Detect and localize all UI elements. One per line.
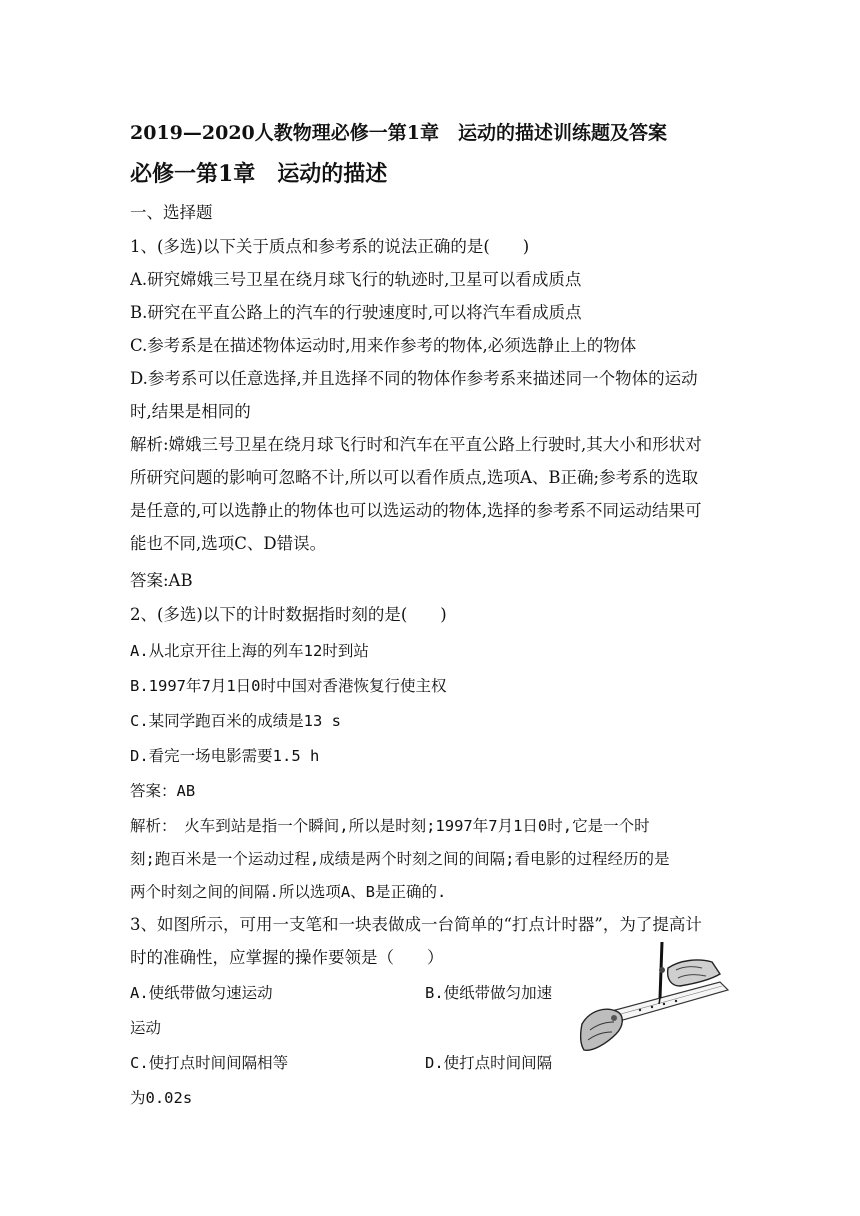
q2-explanation-line3: 两个时刻之间的间隔.所以选项A、B是正确的.: [130, 883, 447, 901]
q3-option-b-part1: B.使纸带做匀加速: [425, 984, 553, 1002]
q2-answer: 答案：AB: [130, 782, 196, 800]
q3-option-d-part2: 为0.02s: [130, 1089, 193, 1107]
q1-answer: 答案:AB: [130, 571, 193, 590]
q1-explanation-line1: 解析:嫦娥三号卫星在绕月球飞行时和汽车在平直公路上行驶时,其大小和形状对: [130, 435, 702, 454]
q1-option-d-line1: D.参考系可以任意选择,并且选择不同的物体作参考系来描述同一个物体的运动: [130, 369, 698, 388]
q3-stem-line2: 时的准确性，应掌握的操作要领是（ ）: [130, 948, 444, 967]
q3-option-a: A.使纸带做匀速运动: [130, 984, 273, 1002]
q2-option-d: D.看完一场电影需要1.5 h: [130, 747, 320, 765]
pen-timer-figure: [580, 940, 730, 1062]
chapter-heading: 必修一第1章 运动的描述: [130, 161, 388, 187]
document-title: 2019—2020人教物理必修一第1章 运动的描述训练题及答案: [130, 122, 667, 144]
q2-explanation-line1: 解析： 火车到站是指一个瞬间,所以是时刻;1997年7月1日0时,它是一个时: [130, 817, 650, 835]
q1-option-c: C.参考系是在描述物体运动时,用来作参考的物体,必须选静止上的物体: [130, 336, 637, 355]
q2-option-b: B.1997年7月1日0时中国对香港恢复行使主权: [130, 677, 447, 695]
q3-option-c: C.使打点时间间隔相等: [130, 1054, 289, 1072]
q2-option-c: C.某同学跑百米的成绩是13 s: [130, 712, 341, 730]
q2-option-a: A.从北京开往上海的列车12时到站: [130, 642, 369, 660]
section-label: 一、选择题: [130, 203, 213, 222]
q1-stem: 1、(多选)以下关于质点和参考系的说法正确的是( ): [130, 237, 530, 256]
q1-option-a: A.研究嫦娥三号卫星在绕月球飞行的轨迹时,卫星可以看成质点: [130, 270, 582, 289]
q2-explanation-line2: 刻;跑百米是一个运动过程,成绩是两个时刻之间的间隔;看电影的过程经历的是: [130, 850, 670, 868]
q1-option-b: B.研究在平直公路上的汽车的行驶速度时,可以将汽车看成质点: [130, 303, 582, 322]
q2-stem: 2、(多选)以下的计时数据指时刻的是( ): [130, 605, 447, 624]
q1-option-d-line2: 时,结果是相同的: [130, 402, 251, 421]
q1-explanation-line4: 能也不同,选项C、D错误。: [130, 534, 327, 553]
q3-stem-line1: 3、如图所示，可用一支笔和一块表做成一台简单的“打点计时器”，为了提高计: [130, 915, 702, 934]
q1-explanation-line2: 所研究问题的影响可忽略不计,所以可以看作质点,选项A、B正确;参考系的选取: [130, 468, 699, 487]
q3-option-b-part2: 运动: [130, 1019, 162, 1037]
q3-option-d-part1: D.使打点时间间隔: [425, 1054, 553, 1072]
q1-explanation-line3: 是任意的,可以选静止的物体也可以选运动的物体,选择的参考系不同运动结果可: [130, 501, 702, 520]
